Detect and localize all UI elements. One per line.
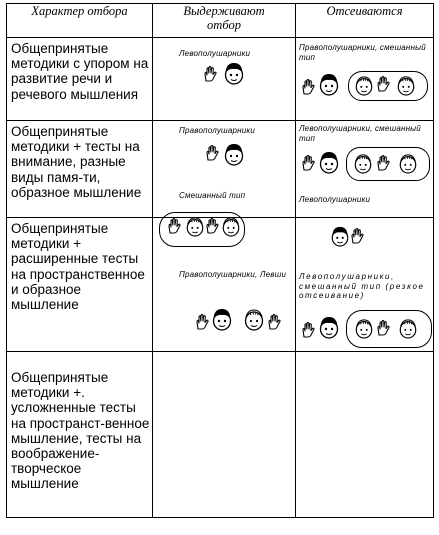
- child-face-icon: [354, 73, 374, 97]
- raised-hands-icon: [267, 314, 283, 330]
- fails-cell: [296, 352, 434, 518]
- raised-hands-icon: [301, 322, 317, 338]
- raised-hands-icon: [376, 155, 392, 171]
- child-face-icon: [318, 71, 340, 97]
- header-passes-line1: Выдерживают: [183, 4, 265, 18]
- child-face-icon: [221, 214, 241, 238]
- selection-table: [6, 3, 434, 518]
- fails-cell: [296, 38, 434, 121]
- table-row: [7, 218, 434, 352]
- raised-hands-icon: [376, 76, 392, 92]
- raised-hands-icon: [205, 218, 221, 234]
- raised-hands-icon: [205, 145, 221, 161]
- raised-hands-icon: [167, 218, 183, 234]
- raised-hands-icon: [376, 320, 392, 336]
- child-face-icon: [223, 141, 245, 167]
- criterion-text: Общепринятые методики + расширенные тесты на пространственное и образное мышление: [11, 221, 145, 313]
- header-passes-line2: отбор: [207, 18, 241, 32]
- header-fails: Отсеиваются: [296, 4, 434, 38]
- table-row: [7, 38, 434, 121]
- child-face-icon: [354, 316, 374, 340]
- child-face-icon: [223, 60, 245, 86]
- passes-cell: [153, 218, 296, 352]
- raised-hands-icon: [350, 228, 366, 244]
- child-face-icon: [396, 73, 416, 97]
- child-face-icon: [318, 149, 340, 175]
- passes-cell: [153, 121, 296, 218]
- header-selection-type: Характер отбора: [7, 4, 153, 38]
- fails-label-secondary: Левополушарники: [299, 195, 371, 204]
- child-face-icon: [330, 224, 350, 248]
- criterion-cell: [7, 218, 153, 352]
- raised-hands-icon: [301, 155, 317, 171]
- header-row: [7, 4, 434, 38]
- header-passes: [153, 4, 296, 38]
- criterion-cell: [7, 38, 153, 121]
- fails-label: Правополушарники, смешанный тип: [299, 43, 426, 62]
- passes-label: Правополушарники, Левши: [179, 270, 287, 279]
- criterion-text: Общепринятые методики +. усложненные тесты на пространст-венное мышление, тесты на воображение-творческое мышление: [11, 370, 150, 492]
- passes-label: Правополушарники: [179, 126, 256, 135]
- child-face-icon: [398, 316, 418, 340]
- child-face-icon: [211, 306, 233, 332]
- raised-hands-icon: [195, 314, 211, 330]
- child-face-icon: [318, 314, 340, 340]
- raised-hands-icon: [203, 66, 219, 82]
- fails-cell: [296, 121, 434, 218]
- child-face-icon: [353, 151, 373, 175]
- passes-cell: [153, 352, 296, 518]
- raised-hands-icon: [301, 79, 317, 95]
- child-face-icon: [398, 151, 418, 175]
- criterion-cell: [7, 121, 153, 218]
- criterion-text: Общепринятые методики + тесты на внимание, разные виды памя-ти, образное мышление: [11, 124, 142, 200]
- passes-label: Левополушарники: [179, 49, 251, 58]
- table-row: [7, 121, 434, 218]
- fails-label: Левополушарники, смешанный тип: [299, 124, 421, 143]
- criterion-cell: [7, 352, 153, 518]
- fails-label: Левополушарники, смешанный тип (резкое отсеивание): [299, 272, 425, 300]
- passes-cell: [153, 38, 296, 121]
- table-row: [7, 352, 434, 518]
- criterion-text: Общепринятые методики с упором на развитие речи и речевого мышления: [11, 41, 149, 102]
- child-face-icon: [243, 306, 265, 332]
- fails-cell: [296, 218, 434, 352]
- passes-label-secondary: Смешанный тип: [179, 191, 246, 200]
- child-face-icon: [185, 214, 205, 238]
